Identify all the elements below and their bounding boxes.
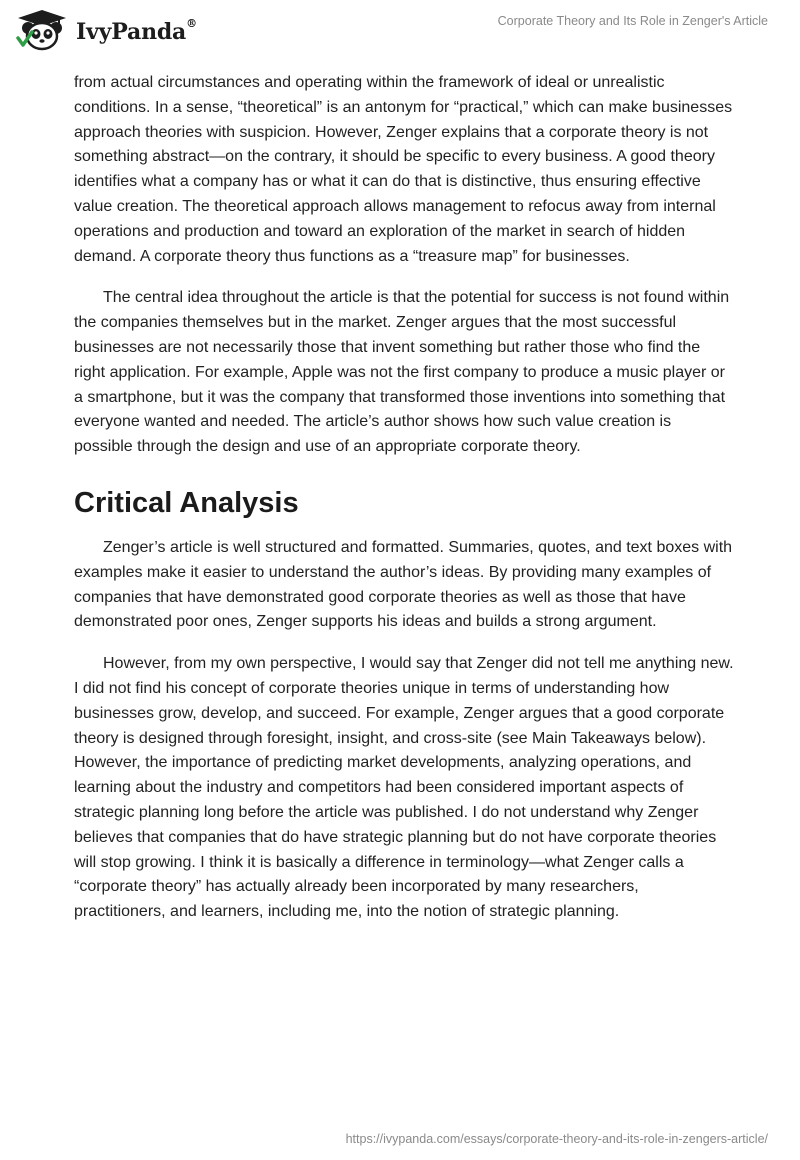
- paragraph-central-idea: The central idea throughout the article is that the potential for success is not found within the companies themselves but in the market. Zenger argues that the most successful businesses are not necessarily those that invent something but rather those who find the right application. For example, Apple was not the first company to produce a music player or a smartphone, but it was the company that transformed those inventions into something that everyone wanted and needed. The article’s author shows how such value creation is possible through the design and use of an appropriate corporate theory.: [74, 289, 730, 456]
- paragraph-structure: Zenger’s article is well structured and formatted. Summaries, quotes, and text boxes with examples make it easier to understand the author’s ideas. By providing many examples of companies that have demonstrated good corporate theories as well as those that have demonstrated poor ones, Zenger supports his ideas and builds a strong argument.: [74, 538, 733, 631]
- footer-source-url[interactable]: https://ivypanda.com/essays/corporate-theory-and-its-role-in-zengers-article/: [345, 1132, 768, 1146]
- page-header: [0, 0, 800, 60]
- ivypanda-logo[interactable]: [14, 8, 197, 52]
- article-body: [74, 71, 734, 925]
- document-title: Corporate Theory and Its Role in Zenger's Article: [497, 14, 768, 28]
- panda-graduate-icon: [14, 8, 70, 52]
- logo-wordmark: IvyPanda®: [76, 17, 197, 45]
- section-heading-critical-analysis: Critical Analysis: [74, 486, 299, 519]
- paragraph-continuation: from actual circumstances and operating within the framework of ideal or unrealistic conditions. In a sense, “theoretical” is an antonym for “practical,” which can make businesses approach theories with suspicion. However, Zenger explains that a corporate theory is not something abstract—on the contrary, it should be specific to every business. A good theory identifies what a company has or what it can do that is distinctive, thus ensuring effective value creation. The theoretical approach allows management to refocus away from internal operations and production and toward an exploration of the market in search of hidden demand. A corporate theory thus functions as a “treasure map” for businesses.: [74, 74, 733, 265]
- paragraph-perspective: However, from my own perspective, I would say that Zenger did not tell me anything new. I did not find his concept of corporate theories unique in terms of understanding how businesses grow, develop, and succeed. For example, Zenger argues that a good corporate theory is designed through foresight, insight, and cross-site (see Main Takeaways below). However, the importance of predicting market developments, analyzing operations, and learning about the industry and competitors had been considered important aspects of strategic planning long before the article was published. I do not understand why Zenger believes that companies that do have strategic planning but do not have corporate theories will stop growing. I think it is basically a difference in terminology—what Zenger calls a “corporate theory” has actually already been incorporated by many researchers, practitioners, and learners, including me, into the notion of strategic planning.: [74, 655, 734, 921]
